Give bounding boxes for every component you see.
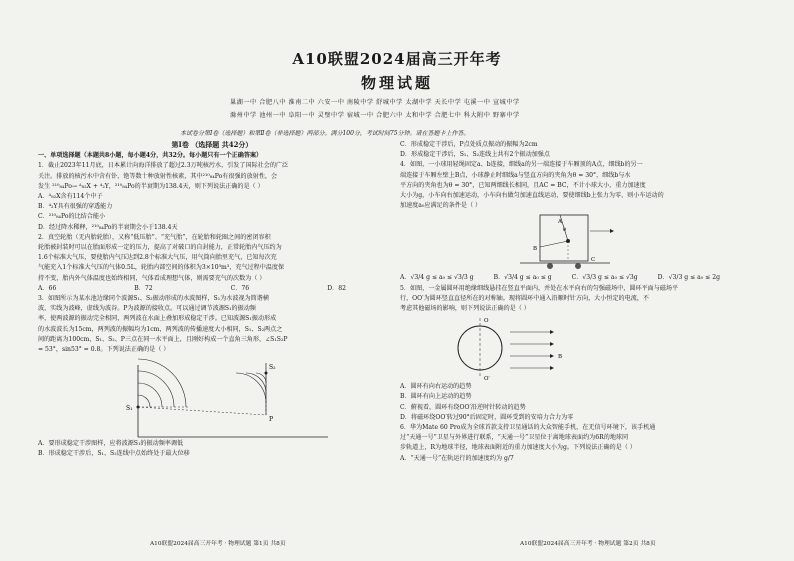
point-a-label: A: [558, 219, 562, 226]
q1-option: B．⁴₂Y具有很强的穿透能力: [38, 203, 113, 211]
exam-subtitle: 物理试题: [360, 74, 433, 92]
q2-line: 轮胎被封装时可以在胎面形成一定的压力，提高了对破口的自封能力，正常轮胎内气压约为: [38, 244, 282, 252]
q2-line: 2．真空轮胎（无内胎轮胎），又称“低压胎”、“充气胎”，在轮胎和轮圈之间的密闭容积: [38, 233, 271, 241]
q6-line: 过“天通一号”卫星与外界进行联系，“天通一号”卫星位于离地球表面约为6R的地球同: [400, 434, 629, 442]
q4-line: 端连接于车厢左壁上B点，小球静止时细线a与竖直方向的夹角为θ = 30°，细线b与水: [400, 171, 631, 179]
q3-line: 率，使两波源的振动完全相同，两列波在水面上叠加形成稳定干涉。已知波源S₁振动形成: [38, 315, 277, 323]
right-column: [400, 140, 760, 464]
q3-line: 波，实线为波峰，虚线为波谷。P为波源的接收点。可以通过调节波源S₁的振动频: [38, 305, 256, 313]
q1-line: 关注。排放的核污水中含有钋、铯等数十种放射性核素，其中²¹⁰₈₄Po有很强的放射性，会: [38, 172, 278, 180]
q2-option: B．72: [134, 284, 153, 292]
q1-option: A．ᴬ₈₂X含有114个中子: [38, 193, 103, 201]
q2-option: D．82: [327, 284, 346, 292]
section-title: 第Ⅰ卷 （选择题 共42分）: [171, 140, 253, 149]
q5-option: B．圆环有向上运动的趋势: [400, 393, 472, 401]
q4-option: C．√3/3 g ≤ a₀ ≤ √3g: [571, 274, 638, 282]
q5-line: 行，OO′为圆环竖直直径所在的对称轴。现将圆环中通入沿顺时针方向，大小恒定的电流，不: [400, 294, 650, 302]
q4-line: 平方向的夹角也为θ = 30°，已知两细线长相同，且AC = BC，不计小球大小，重力加速度: [400, 181, 646, 189]
schools-line-1: 巢湖一中 合肥八中 淮南二中 六安一中 南陵中学 舒城中学 太湖中学 天长中学 屯溪一中 宣城中学: [230, 99, 520, 106]
cart-diagram: [400, 211, 760, 273]
footer-right: A10联盟2024届高三开年考 · 物理试题 第2页 共8页: [520, 541, 656, 547]
q3-figure: [38, 355, 386, 439]
point-c-label: C: [591, 257, 596, 264]
wave-interference-diagram: [38, 355, 386, 439]
theta-label: θ: [563, 227, 567, 234]
q3-option: C．形成稳定干涉后，P点处质点振动的振幅为2cm: [400, 141, 538, 148]
q4-options: [400, 273, 760, 283]
q5-line: 考虑其他磁场的影响，则下列说法正确的是（ ）: [400, 305, 530, 313]
q1-option: D．经过降水稀释，²¹⁰₈₄Po的半衰期会小于138.4天: [38, 223, 178, 231]
q5-option: A．圆环有向右运动的趋势: [400, 383, 472, 391]
q4-line: 加速度a₀应满足的条件是（ ）: [400, 202, 482, 210]
q5-line: 5．如图，一金属圆环用绝缘细线悬挂在竖直平面内，并处在水平向右的匀强磁场中，圆环平面与磁场平: [400, 284, 679, 292]
point-b-label: B: [533, 246, 538, 253]
q3-line: 间的距离为100cm，S₁、S₂、P三点在同一水平面上，且刚好构成一个直角三角形，∠S₁S₂P: [38, 335, 288, 343]
q1-line: 发生 ²¹⁰₈₄Po→ ᴬ₈₂X + ⁴₂Y，²¹⁰₈₄Po的半衰期为138.4天，则下列说法正确的是（ ）: [38, 182, 264, 190]
q6-option: A．“天通一号”在轨运行的加速度约为 g/7: [400, 454, 514, 462]
q2-option: A．66: [38, 284, 57, 292]
q3-line: 的水波波长为15cm，两列波的振幅均为1cm，两列波的传播速度大小相同，S₁、S₂两点之: [38, 325, 283, 333]
s2-label: S₂: [269, 364, 276, 372]
q3-option: A．要形成稳定干涉图样，应将波源S₁的振动频率调低: [38, 440, 184, 448]
q6-line: 步轨道上，R为地球半径，地球表面附近的重力加速度大小为g。下列说法正确的是（ ）: [400, 444, 636, 452]
footer-left: A10联盟2024届高三开年考 · 物理试题 第1页 共8页: [150, 541, 286, 547]
q5-option: D．将磁环绕OO′转过90°后固定时，圆环受到的安培力合力为零: [400, 413, 574, 421]
ring-magnetic-field-diagram: [400, 314, 760, 382]
b-field-label: B: [558, 354, 563, 361]
q4-option: D．√3/3 g ≤ a₀ ≤ 2g: [657, 274, 720, 282]
q1-option: C．²¹⁰₈₄Po的比结合能小: [38, 213, 106, 221]
q5-figure: [400, 314, 760, 382]
exam-title: A10联盟2024届高三开年考: [292, 50, 502, 68]
q2-option: C．76: [230, 284, 250, 292]
q6-line: 6．华为Mate 60 Pro成为全球首款支持卫星通话的大众智能手机，在无信号环境下，该手机通: [400, 424, 656, 432]
q2-line: 持不变，胎内外气体温度也始终相同，气体看成理想气体，则需要充气的次数为（ ）: [38, 274, 266, 282]
q2-line: 气能充入1个标准大气压的气体0.5L，轮胎内部空间的体积为3×10³m³，充气过程中温度保: [38, 264, 285, 272]
schools-line-2: 滁州中学 池州一中 阜阳一中 灵璧中学 宿城一中 合肥六中 太和中学 合肥七中 科大附中 野寨中学: [230, 112, 520, 119]
q4-option: A．√3/4 g ≤ a₀ ≤ √3/3 g: [400, 274, 474, 282]
q4-line: 4．如图，一小球用轻绳固定a、b连接，细线a的另一端连接于车厢顶的A点，细线b的另一: [400, 161, 643, 169]
q4-line: 大小为g，小车向右加速运动，小车向右做匀加速直线运动，要使细线b上张力为零，则小车运动的: [400, 192, 664, 200]
q2-options: [38, 284, 386, 294]
q1-line: 1．截止2023年11月底，日本累计向海洋排放了超过2.3万吨核污水，引发了国际社会的广泛: [38, 162, 289, 170]
q3-line: 3．如图所示为某水池边缘同个波源S₁、S₂振动形成的水波图样，S₁为水波视为简谐横: [38, 295, 269, 303]
q4-option: B．√3/4 g ≤ a₀ ≤ g: [493, 274, 552, 282]
s1-label: S₁: [126, 405, 133, 413]
left-column: [38, 140, 386, 460]
q4-figure: [400, 211, 760, 273]
section-instruction: 一、单项选择题（本题共8小题，每小题4分，共32分。每小题只有一个正确答案）: [38, 152, 263, 160]
o-prime-label: O′: [484, 376, 490, 383]
p-label: P: [269, 416, 274, 424]
exam-note: 本试卷分第Ⅰ卷（选择题）和第Ⅱ卷（非选择题）两部分。满分100分，考试时间75分钟。请在答题卡上作答。: [180, 130, 470, 137]
q2-line: 1.6个标准大气压，要使胎内气压达到2.8个标准大气压，用气筒向胎里充气，已知每次充: [38, 254, 277, 262]
q3-option: D．形成稳定干涉后，S₁、S₂连线上共有2个振动加强点: [400, 151, 550, 159]
q3-line: = 53°，sin53° = 0.8。下列说法正确的是（ ）: [38, 346, 170, 354]
q3-option: B．形成稳定干涉后，S₁、S₂连线中点始终处于最大位移: [38, 450, 190, 458]
o-label: O: [484, 318, 489, 325]
q5-option: C．俯视看，圆环有绕OO′沿逆时针转动的趋势: [400, 403, 526, 411]
